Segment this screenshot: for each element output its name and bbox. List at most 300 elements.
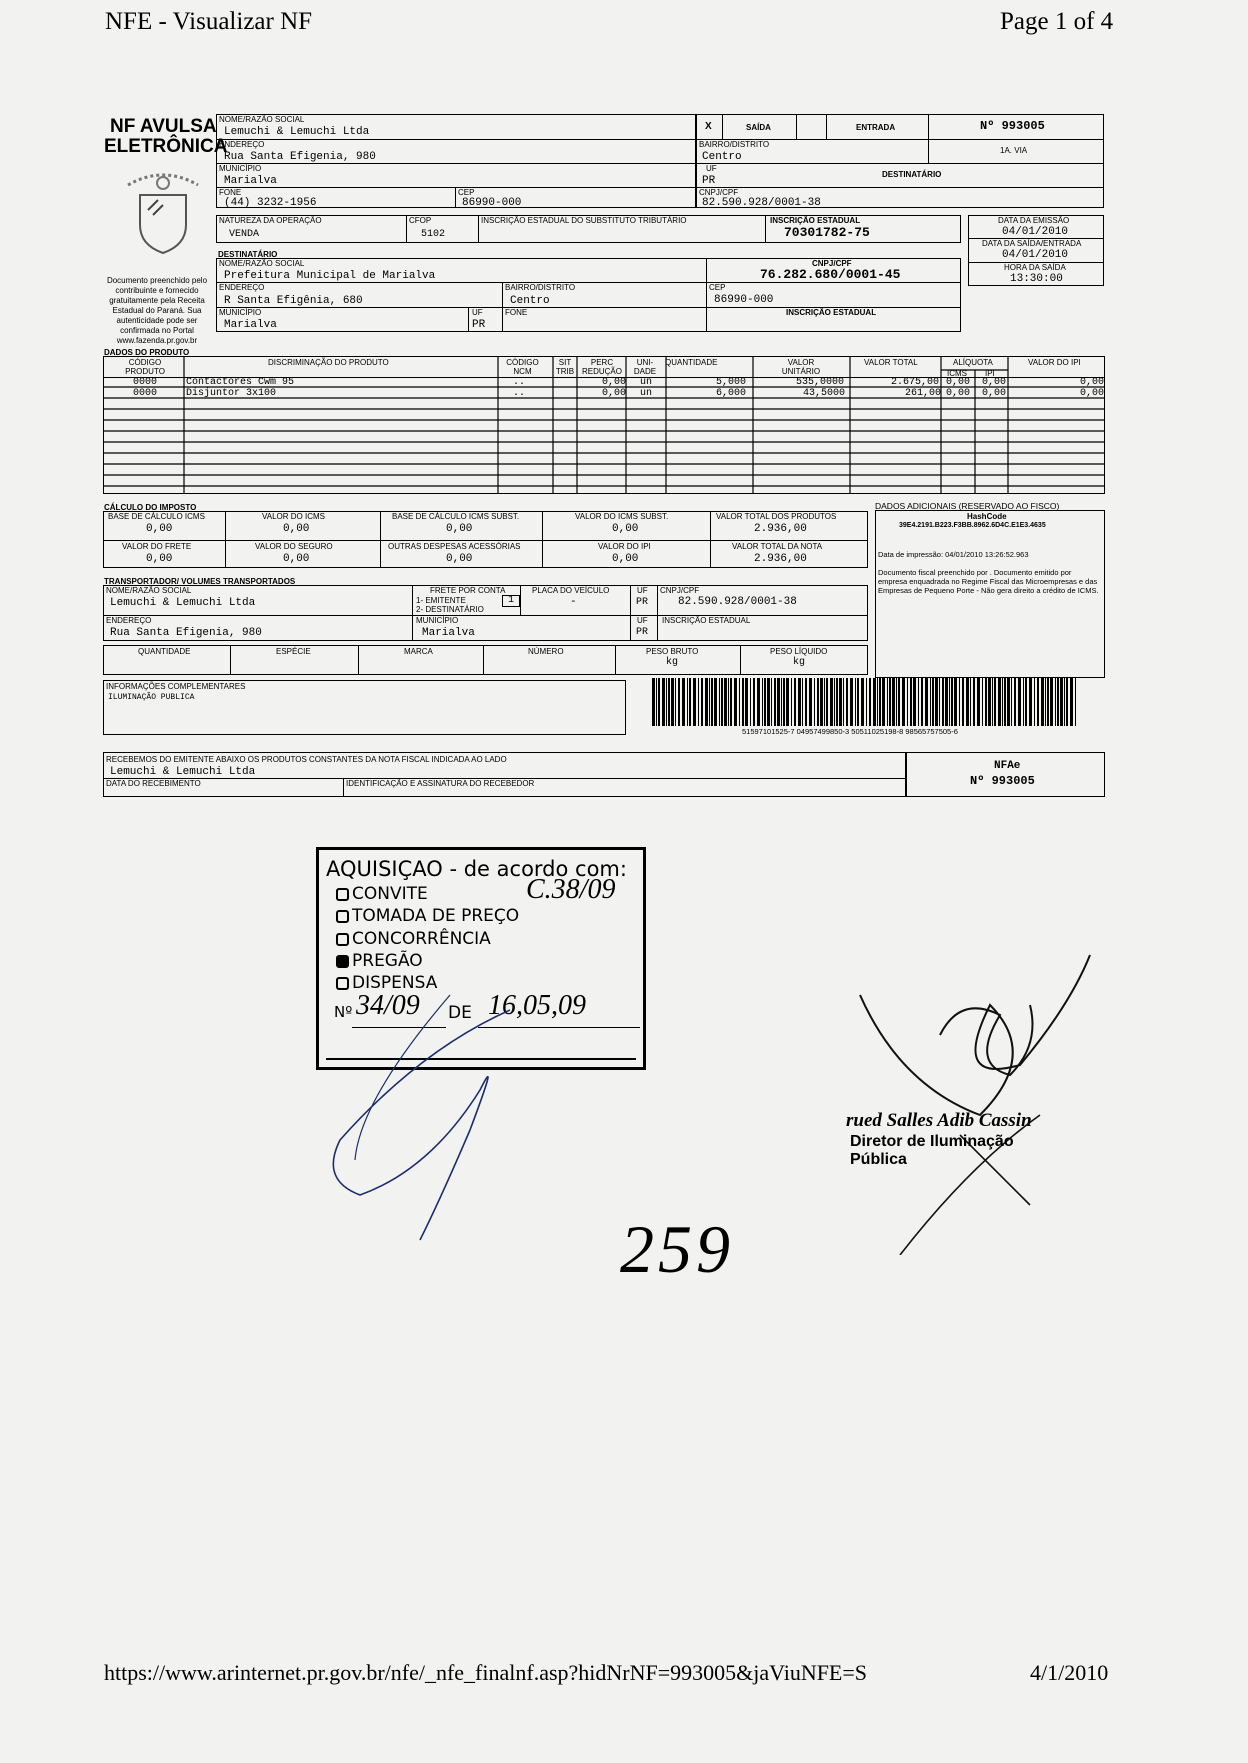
hash-label: HashCode	[967, 512, 1007, 521]
dest-fone-label: FONE	[505, 308, 528, 317]
emissao-label: DATA DA EMISSÃO	[998, 216, 1070, 225]
recibo-assinatura-label: IDENTIFICAÇÃO E ASSINATURA DO RECEBEDOR	[346, 779, 535, 788]
barcode-bar	[764, 678, 766, 726]
barcode-bar	[1025, 678, 1027, 726]
barcode-bar	[1034, 678, 1035, 726]
dest-uf: PR	[472, 319, 486, 331]
barcode-bar	[767, 678, 770, 726]
th-codigo: CÓDIGO PRODUTO	[125, 358, 165, 376]
stamp-title: AQUISIÇAO - de acordo com:	[326, 857, 627, 881]
stamp-data: 16,05,09	[488, 990, 586, 1021]
emitente-fone-label: FONE	[219, 188, 242, 197]
transp-uf2-label: UF	[637, 616, 648, 625]
ie-st-label: INSCRIÇÃO ESTADUAL DO SUBSTITUTO TRIBUTÁRIO	[481, 216, 687, 225]
recibo-text: RECEBEMOS DO EMITENTE ABAIXO OS PRODUTOS CONSTANTES DA NOTA FISCAL INDICADA AO LADO	[106, 755, 507, 764]
emitente-uf: PR	[702, 175, 716, 187]
barcode-bar	[745, 678, 748, 726]
emitente-nome-label: NOME/RAZÃO SOCIAL	[219, 115, 305, 124]
recibo-emitente: Lemuchi & Lemuchi Ltda	[110, 766, 256, 778]
signature-scribble	[840, 945, 1100, 1255]
transp-nome-label: NOME/RAZÃO SOCIAL	[106, 586, 192, 595]
barcode-bar	[734, 678, 737, 726]
volumes-box	[103, 645, 868, 675]
dest-cep-label: CEP	[709, 283, 726, 292]
natureza-label: NATUREZA DA OPERAÇÃO	[219, 216, 322, 225]
barcode-bar	[678, 678, 680, 726]
seguro: 0,00	[283, 553, 310, 565]
barcode-bar	[777, 678, 780, 726]
footer-url: https://www.arinternet.pr.gov.br/nfe/_nfe_finalnf.asp?hidNrNF=993005&jaViuNFE=S	[104, 1660, 868, 1685]
transp-nome: Lemuchi & Lemuchi Ltda	[110, 597, 256, 609]
barcode-bar	[666, 678, 667, 726]
barcode-bar	[802, 678, 803, 726]
barcode-bar	[1029, 678, 1032, 726]
barcode-bar	[662, 678, 665, 726]
barcode-bar	[1064, 678, 1065, 726]
barcode-bar	[907, 678, 908, 726]
barcode-bar	[774, 678, 776, 726]
th-aliquota-icms: ICMS	[947, 369, 967, 378]
barcode-bar	[992, 678, 993, 726]
total-nota-label: VALOR TOTAL DA NOTA	[732, 542, 823, 551]
emitente-nome: Lemuchi & Lemuchi Ltda	[224, 126, 370, 138]
emitente-endereco: Rua Santa Efigenia, 980	[224, 151, 376, 163]
barcode-bar	[687, 678, 688, 726]
barcode-bar	[709, 678, 710, 726]
valor-icms-label: VALOR DO ICMS	[262, 512, 325, 521]
table-row-2-icms: 0,00	[946, 388, 971, 399]
barcode-bar	[1060, 678, 1063, 726]
logo-note: Documento preenchido pelo contribuinte e fornecido gratuitamente pela Receita Estadual do Paraná. Sua autenticidade pode ser confirmada no Portal www.fazenda.pr.gov.br	[106, 276, 208, 345]
barcode-bar	[714, 678, 717, 726]
barcode-bar	[994, 678, 996, 726]
table-row-2-vtotal: 261,00	[905, 388, 942, 399]
barcode-bar	[1041, 678, 1044, 726]
natureza: VENDA	[229, 229, 260, 240]
transp-uf: PR	[636, 597, 649, 608]
table-row-1-perc: 0,00	[602, 377, 627, 388]
barcode-bar	[1004, 678, 1006, 726]
th-valor-ipi: VALOR DO IPI	[1028, 358, 1081, 367]
info-value: ILUMINAÇÃO PUBLICA	[108, 693, 195, 702]
emitente-cep: 86990-000	[462, 197, 522, 209]
barcode-bar	[962, 678, 964, 726]
page-header-title: NFE - Visualizar NF	[105, 8, 313, 35]
barcode-bar	[1002, 678, 1003, 726]
dest-cnpj-label: CNPJ/CPF	[812, 259, 852, 268]
barcode-bar	[1018, 678, 1021, 726]
th-aliquota-ipi: IPI	[985, 369, 995, 378]
info-label: INFORMAÇÕES COMPLEMENTARES	[106, 682, 246, 691]
barcode-bar	[652, 678, 655, 726]
barcode-bar	[1037, 678, 1039, 726]
volumes-especie-label: ESPÉCIE	[276, 647, 311, 656]
th-quantidade: QUANTIDADE	[665, 358, 718, 367]
barcode-bar	[675, 678, 676, 726]
barcode-bar	[988, 678, 991, 726]
barcode-bar	[798, 678, 801, 726]
barcode-bar	[820, 678, 823, 726]
dest-nome-label: NOME/RAZÃO SOCIAL	[219, 259, 305, 268]
transp-placa-label: PLACA DO VEÍCULO	[532, 586, 610, 595]
table-row-2-ipi: 0,00	[982, 388, 1007, 399]
data-impressao: Data de impressão: 04/01/2010 13:26:52.963	[878, 550, 1029, 559]
th-valor-unitario: VALOR UNITÁRIO	[781, 358, 821, 376]
barcode-bar	[966, 678, 969, 726]
stamp-option-tomada	[336, 906, 519, 926]
checkbox-icon	[336, 933, 349, 946]
dest-bairro-label: BAIRRO/DISTRITO	[505, 283, 576, 292]
barcode-bar	[817, 678, 819, 726]
checkbox-icon	[336, 888, 349, 901]
barcode-bar	[913, 678, 916, 726]
base-subst-label: BASE DE CÁLCULO ICMS SUBST.	[392, 512, 520, 521]
table-row-1-icms: 0,00	[946, 377, 971, 388]
emitente-cnpj-label: CNPJ/CPF	[699, 188, 739, 197]
barcode-bar	[850, 678, 853, 726]
emitente-cep-label: CEP	[458, 188, 475, 197]
transp-frete-label: FRETE POR CONTA	[430, 586, 506, 595]
transp-uf-label: UF	[637, 586, 648, 595]
dest-bairro: Centro	[510, 295, 550, 307]
barcode-bar	[918, 678, 919, 726]
barcode-bar	[998, 678, 1001, 726]
barcode-bar	[1057, 678, 1059, 726]
barcode-bar	[942, 678, 944, 726]
th-unidade: UNI-DADE	[633, 358, 657, 376]
barcode-bar	[973, 678, 975, 726]
barcode-bar	[809, 678, 812, 726]
barcode-bar	[682, 678, 685, 726]
transp-placa: -	[570, 596, 577, 608]
barcode-bar	[910, 678, 912, 726]
barcode-bar	[805, 678, 807, 726]
barcode-bar	[771, 678, 772, 726]
transp-frete: 1	[508, 595, 515, 606]
cfop-label: CFOP	[409, 216, 432, 225]
hora: 13:30:00	[1010, 273, 1063, 285]
th-valor-total: VALOR TOTAL	[864, 358, 918, 367]
barcode	[652, 678, 1080, 728]
barcode-bar	[839, 678, 842, 726]
barcode-bar	[982, 678, 983, 726]
barcode-bar	[873, 678, 876, 726]
icms-subst: 0,00	[612, 523, 639, 535]
barcode-bar	[701, 678, 703, 726]
total-produtos-label: VALOR TOTAL DOS PRODUTOS	[716, 512, 837, 521]
barcode-bar	[742, 678, 744, 726]
outras-label: OUTRAS DESPESAS ACESSÓRIAS	[388, 542, 521, 551]
checkbox-icon	[336, 910, 349, 923]
barcode-bar	[1023, 678, 1024, 726]
th-discriminacao: DISCRIMINAÇÃO DO PRODUTO	[268, 358, 389, 367]
frete-label: VALOR DO FRETE	[122, 542, 192, 551]
barcode-bar	[705, 678, 708, 726]
barcode-bar	[693, 678, 696, 726]
barcode-bar	[866, 678, 867, 726]
transportador-section: TRANSPORTADOR/ VOLUMES TRANSPORTADOS	[104, 577, 296, 586]
transp-municipio: Marialva	[422, 627, 475, 639]
barcode-bar	[843, 678, 844, 726]
barcode-bar	[939, 678, 940, 726]
tipo-saida: SAÍDA	[746, 123, 771, 132]
stamp-option-convite-label: CONVITE	[352, 884, 428, 904]
barcode-bar	[786, 678, 789, 726]
table-row-1-vtotal: 2.675,00	[891, 377, 940, 388]
barcode-bar	[739, 678, 740, 726]
volumes-quantidade-label: QUANTIDADE	[138, 647, 191, 656]
emitente-municipio: Marialva	[224, 175, 277, 187]
dest-municipio-label: MUNICÍPIO	[219, 308, 262, 317]
transp-municipio-label: MUNICÍPIO	[416, 616, 459, 625]
barcode-bar	[791, 678, 792, 726]
th-sit: SIT TRIB	[555, 358, 575, 376]
recibo-nfae: NFAe	[994, 760, 1021, 772]
page-header-page: Page 1 of 4	[1000, 8, 1114, 35]
stamp-option-dispensa-label: DISPENSA	[352, 973, 438, 993]
stamp-option-pregao-label: PREGÃO	[352, 951, 423, 971]
barcode-bar	[836, 678, 838, 726]
peso-liquido: kg	[793, 657, 806, 668]
emitente-fone: (44) 3232-1956	[224, 197, 317, 209]
pen-scribble	[300, 990, 580, 1260]
barcode-bar	[879, 678, 881, 726]
icms-subst-label: VALOR DO ICMS SUBST.	[575, 512, 669, 521]
logo-line1: NF AVULSA	[110, 116, 217, 137]
destinatario-section: DESTINATÁRIO	[218, 250, 278, 259]
barcode-bar	[1070, 678, 1073, 726]
barcode-bar	[869, 678, 871, 726]
barcode-bar	[1045, 678, 1046, 726]
recibo-data-label: DATA DO RECEBIMENTO	[106, 779, 201, 788]
volumes-marca-label: MARCA	[404, 647, 433, 656]
imposto-section: CÁLCULO DO IMPOSTO	[104, 503, 197, 512]
barcode-bar	[959, 678, 960, 726]
transp-frete-opt1: 1- EMITENTE	[416, 596, 466, 605]
transp-ie-label: INSCRIÇÃO ESTADUAL	[662, 616, 751, 625]
table-row-2-un: un	[640, 388, 653, 399]
barcode-bar	[1007, 678, 1010, 726]
footer-date: 4/1/2010	[1030, 1660, 1109, 1685]
barcode-bar	[846, 678, 848, 726]
stamp-option-concorrencia	[336, 929, 491, 949]
barcode-bar	[1055, 678, 1056, 726]
barcode-bar	[887, 678, 888, 726]
dest-municipio: Marialva	[224, 319, 277, 331]
th-aliquota: ALÍQUOTA	[953, 358, 993, 367]
table-row-1-ncm: ..	[513, 377, 526, 388]
barcode-bar	[830, 678, 833, 726]
hash: 39E4.2191.B223.F3BB.8962.6D4C.E1E3.4635	[899, 522, 1046, 529]
handwritten-page-number: 259	[620, 1211, 734, 1287]
adicionais-section: DADOS ADICIONAIS (RESERVADO AO FISCO)	[875, 501, 1060, 511]
table-row-2-perc: 0,00	[602, 388, 627, 399]
barcode-bar	[730, 678, 732, 726]
table-row-1-vunit: 535,0000	[796, 377, 845, 388]
barcode-bar	[1066, 678, 1068, 726]
barcode-bar	[1047, 678, 1049, 726]
emitente-cnpj: 82.590.928/0001-38	[702, 197, 821, 209]
barcode-bar	[753, 678, 755, 726]
barcode-bar	[719, 678, 720, 726]
stamp-option-pregao	[336, 951, 423, 971]
seguro-label: VALOR DO SEGURO	[255, 542, 333, 551]
barcode-bar	[711, 678, 713, 726]
barcode-bar	[935, 678, 938, 726]
barcode-bar	[689, 678, 691, 726]
total-nota: 2.936,00	[754, 553, 807, 565]
stamp-numero-prefix: Nº	[334, 1003, 353, 1021]
barcode-bar	[892, 678, 895, 726]
barcode-bar	[898, 678, 900, 726]
barcode-bar	[857, 678, 859, 726]
recibo-numero: Nº 993005	[970, 774, 1035, 788]
barcode-bar	[721, 678, 723, 726]
dest-ie-label: INSCRIÇÃO ESTADUAL	[786, 308, 877, 317]
table-row-2-vipi: 0,00	[1080, 388, 1105, 399]
stamp-option-convite	[336, 884, 428, 904]
stamp-convite-hand: C.38/09	[526, 874, 616, 905]
base-icms-label: BASE DE CÁLCULO ICMS	[108, 512, 205, 521]
barcode-bar	[861, 678, 864, 726]
barcode-bar	[889, 678, 891, 726]
table-row-1-un: un	[640, 377, 653, 388]
emitente-bairro: Centro	[702, 151, 742, 163]
tipo-numero: Nº 993005	[980, 119, 1045, 133]
table-row-2-desc: Disjuntor 3x100	[186, 388, 277, 399]
tipo-x: X	[705, 121, 712, 132]
th-perc: PERC REDUÇÃO	[581, 358, 622, 376]
barcode-bar	[834, 678, 835, 726]
peso-liquido-label: PESO LÍQUIDO	[770, 647, 828, 656]
dest-endereco: R Santa Efigênia, 680	[224, 295, 363, 307]
barcode-bar	[932, 678, 934, 726]
transp-cnpj-label: CNPJ/CPF	[660, 586, 700, 595]
barcode-bar	[658, 678, 660, 726]
table-row-2-vunit: 43,5000	[803, 388, 846, 399]
barcode-bar	[728, 678, 729, 726]
ipi-label: VALOR DO IPI	[598, 542, 651, 551]
barcode-bar	[1014, 678, 1016, 726]
parana-coat-of-arms-icon	[118, 165, 208, 260]
stamp-option-tomada-label: TOMADA DE PREÇO	[352, 906, 520, 926]
barcode-bar	[855, 678, 856, 726]
saida: 04/01/2010	[1002, 249, 1069, 261]
barcode-bar	[896, 678, 897, 726]
barcode-digits: 51597101525-7 04957499850-3 50511025198-8 98565757505-6	[742, 727, 958, 736]
logo-line2: ELETRÔNICA	[104, 136, 228, 157]
produtos-section: DADOS DO PRODUTO	[104, 348, 190, 357]
tipo-destinatario: DESTINATÁRIO	[882, 170, 942, 179]
hora-label: HORA DA SAÍDA	[1004, 263, 1066, 272]
dest-nome: Prefeitura Municipal de Marialva	[224, 270, 436, 282]
barcode-bar	[925, 678, 928, 726]
transp-cnpj: 82.590.928/0001-38	[678, 596, 797, 608]
volumes-numero-label: NÚMERO	[528, 647, 564, 656]
barcode-bar	[954, 678, 957, 726]
dest-endereco-label: ENDEREÇO	[219, 283, 265, 292]
adicionais-texto: Documento fiscal preenchido por . Documento emitido por empresa enquadrada no Regime Fiscal das Microempresas e das Empresas de Pequeno Porte - Não gera direito a crédito de ICMS.	[878, 568, 1099, 595]
barcode-bar	[1050, 678, 1053, 726]
barcode-bar	[814, 678, 815, 726]
transp-frete-opt2: 2- DESTINATÁRIO	[416, 605, 484, 614]
table-row-1-qtd: 5,000	[716, 377, 747, 388]
barcode-bar	[951, 678, 953, 726]
ie: 70301782-75	[784, 225, 870, 240]
dest-uf-label: UF	[472, 308, 483, 317]
cfop: 5102	[421, 229, 446, 240]
barcode-bar	[882, 678, 885, 726]
checked-checkbox-icon	[336, 955, 349, 968]
barcode-bar	[826, 678, 828, 726]
barcode-bar	[1075, 678, 1076, 726]
transp-endereco: Rua Santa Efigenia, 980	[110, 627, 262, 639]
barcode-bar	[930, 678, 931, 726]
outras: 0,00	[446, 553, 473, 565]
barcode-bar	[783, 678, 785, 726]
table-row-2-qtd: 6,000	[716, 388, 747, 399]
tipo-entrada: ENTRADA	[856, 123, 896, 132]
stamp-de: DE	[448, 1003, 472, 1023]
emitente-endereco-label: ENDEREÇO	[219, 140, 265, 149]
table-row-1-desc: Contactores Cwm 95	[186, 377, 295, 388]
barcode-bar	[824, 678, 825, 726]
barcode-bar	[921, 678, 923, 726]
table-row-1-vipi: 0,00	[1080, 377, 1105, 388]
barcode-bar	[724, 678, 727, 726]
barcode-bar	[1011, 678, 1012, 726]
frete: 0,00	[146, 553, 173, 565]
barcode-bar	[949, 678, 950, 726]
barcode-bar	[668, 678, 670, 726]
table-row-1-codigo: 0000	[133, 377, 158, 388]
peso-bruto-label: PESO BRUTO	[646, 647, 699, 656]
stamp-option-concorrencia-label: CONCORRÊNCIA	[352, 929, 491, 949]
barcode-bar	[945, 678, 948, 726]
barcode-bar	[656, 678, 657, 726]
th-ncm: CÓDIGO NCM	[506, 358, 539, 376]
stamp-numero: 34/09	[356, 990, 420, 1021]
barcode-bar	[877, 678, 878, 726]
emitente-municipio-label: MUNICÍPIO	[219, 164, 262, 173]
signature-title: Diretor de Iluminação Pública	[850, 1133, 1014, 1168]
table-row-2-codigo: 0000	[133, 388, 158, 399]
base-subst: 0,00	[446, 523, 473, 535]
table-row-1-ipi: 0,00	[982, 377, 1007, 388]
dest-cnpj: 76.282.680/0001-45	[760, 267, 901, 282]
barcode-bar	[698, 678, 699, 726]
barcode-bar	[794, 678, 796, 726]
transp-uf2: PR	[636, 627, 649, 638]
barcode-bar	[762, 678, 763, 726]
peso-bruto: kg	[666, 657, 679, 668]
barcode-bar	[902, 678, 905, 726]
transp-endereco-label: ENDEREÇO	[106, 616, 152, 625]
emitente-uf-label: UF	[706, 164, 717, 173]
dest-cep: 86990-000	[714, 294, 774, 306]
barcode-bar	[757, 678, 760, 726]
saida-label: DATA DA SAÍDA/ENTRADA	[982, 239, 1082, 248]
signature-name: rued Salles Adib Cassin	[846, 1110, 1032, 1131]
ie-label: INSCRIÇÃO ESTADUAL	[770, 216, 861, 225]
table-row-2-ncm: ..	[513, 388, 526, 399]
emitente-bairro-label: BAIRRO/DISTRITO	[699, 140, 770, 149]
barcode-bar	[977, 678, 980, 726]
total-produtos: 2.936,00	[754, 523, 807, 535]
valor-icms: 0,00	[283, 523, 310, 535]
emissao: 04/01/2010	[1002, 226, 1069, 238]
barcode-bar	[970, 678, 971, 726]
